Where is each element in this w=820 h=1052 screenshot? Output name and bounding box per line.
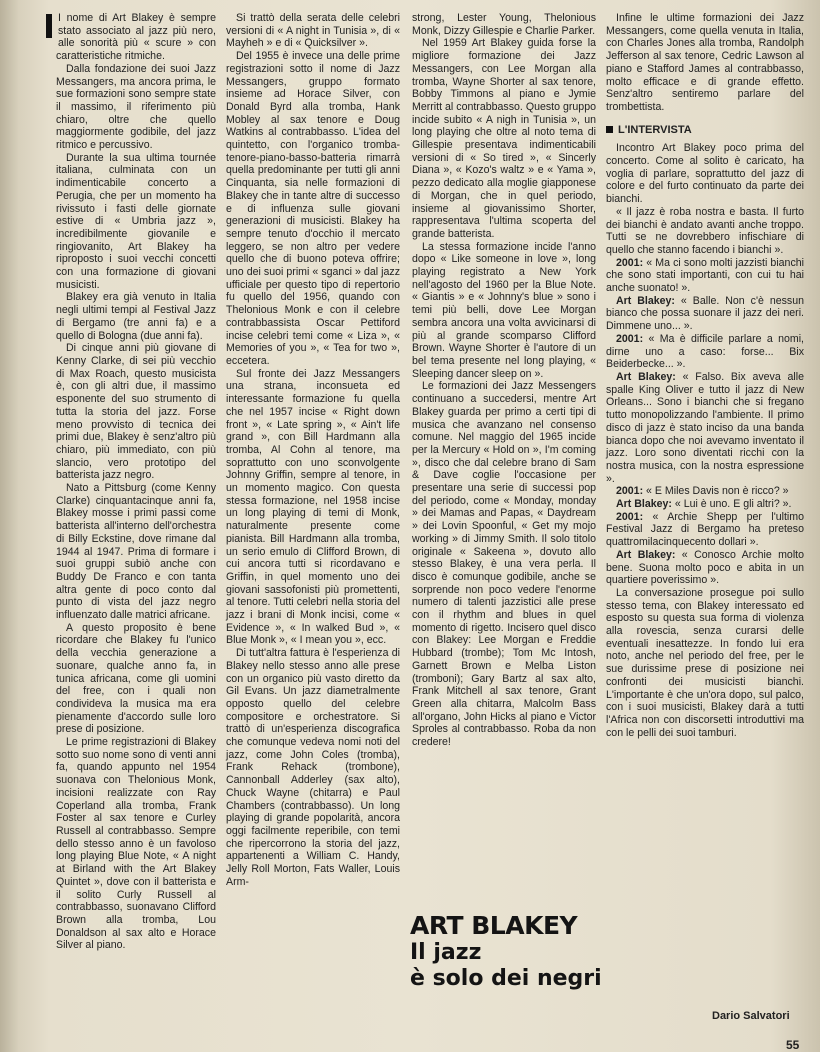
answer-text: « Conosco Archie molto bene. Suona molto poco e abita in un quartiere poverissimo ». (606, 548, 805, 587)
answer-text: « Lui è uno. E gli altri? ». (671, 498, 792, 511)
col4-paragraph-1: Infine le ultime formazioni dei Jazz Messangers, come quella venuta in Italia, con Charles Jones alla tromba, Randolph Jefferson al sax tenore, Cedric Lawson al piano e Stafford James al contrabbasso, molto efficace e di grande effetto. Senz'altro sentiremo parlare del trombettista. (606, 12, 804, 113)
article-column-2 (226, 12, 400, 889)
col1-paragraph-4: Blakey era già venuto in Italia negli ultimi tempi al Festival Jazz di Bergamo (tre anni fa) e a quello di Bologna (due anni fa). (56, 291, 216, 342)
headline-line-3: è solo dei negri (410, 966, 602, 991)
interview-question-3 (606, 485, 804, 498)
col1-paragraph-2: Dalla fondazione dei suoi Jazz Messangers, ma ancora prima, le sue formazioni sono sempre state il massimo, il riferimento più chiaro, oltre che quello maggiormente godibile, del jazz ritmico e percussivo. (56, 62, 216, 152)
article-headline (410, 912, 610, 992)
interview-answer-3 (606, 498, 804, 511)
interview-answer-1 (606, 295, 804, 333)
col2-paragraph-2: Del 1955 è invece una delle prime registrazioni sotto il nome di Jazz Messangers, gruppo formato insieme ad Horace Silver, con Donald Byrd alla tromba, Hank Mobley al sax tenore e Doug Watkins al contrabbasso. L'idea del quintetto, con l'organico tromba-tenore-piano-basso-batteria rimarrà quella predominante per tutti gli anni Cinquanta, sia nelle formazioni di Blakey che in tante altre di successo e di influenza sulle giovani generazioni di musicisti. Blakey ha sempre tenuto d'occhio il mercato leggero, se non altro per vedere quello che di buono poteva offrire; uno dei suoi primi « sganci » dal jazz ufficiale per questo tipo di repertorio fu quello del 1956, quando con Thelonious Monk e con il celebre contrabbassista Oscar Pettiford incise celebri temi come « Liza », « Memories of you », « Tea for two », eccetera. (226, 50, 400, 367)
speaker-label: 2001: (616, 485, 644, 498)
col1-paragraph-6: Nato a Pittsburg (come Kenny Clarke) cinquantacinque anni fa, Blakey mosse i primi passi come batterista all'interno dell'orchestra di Billy Eckstine, dove rimane dal 1944 al 1947. Prima di formare i suoi gruppi subiò anche con Buddy De Franco e con tanta altra gente di poco conto dal punto di vista del jazz negro influenzato dalle matrici africane. (56, 482, 216, 622)
speaker-label: 2001: (616, 510, 644, 523)
interview-section-title: L'INTERVISTA (618, 123, 692, 136)
author-byline: Dario Salvatori (712, 1010, 790, 1022)
question-text: « Ma ci sono molti jazzisti bianchi che sono stati importanti, con cui tu hai anche suonato! ». (606, 256, 804, 295)
answer-text: « Balle. Non c'è nessun bianco che possa suonare il jazz dei neri. Dimmene uno... ». (606, 294, 804, 333)
interview-intro: Incontro Art Blakey poco prima del concerto. Come al solito è caricato, ha voglia di parlare, soprattutto del jazz di colore e del furto continuato da parte dei bianchi. (606, 142, 804, 206)
col1-paragraph-7: A questo proposito è bene ricordare che Blakey fu l'unico della vecchia generazione a suonare, qualche anno fa, in tunica africana, come gli uomini del free, con i quali non condivideva la musica ma era pienamente d'accordo sulle loro prese di posizione. (56, 621, 216, 736)
question-text: « Ma è difficile parlare a nomi, dirne uno a caso: forse... Bix Beiderbecke... ». (606, 332, 804, 371)
speaker-label: 2001: (616, 332, 644, 345)
speaker-label: Art Blakey: (616, 370, 676, 383)
page-number: 55 (786, 1038, 800, 1052)
col1-paragraph-3: Durante la sua ultima tournée italiana, culminata con un indimenticabile concerto a Perugia, che per un momento ha rivissuto i fasti delle giornate estive di « Umbria jazz », incredibilmente giovanile e ringiovanito, Art Blakey ha riproposto i suoi vecchi concetti con una formazione di giovani musicisti. (56, 151, 216, 291)
interview-question-2 (606, 333, 804, 371)
question-text: « E Miles Davis non è ricco? » (643, 485, 789, 498)
col3-paragraph-4: Le formazioni dei Jazz Messengers continuano a succedersi, mentre Art Blakey guarda per primo a certi tipi di musica che avanzano nel consenso comune. Nel maggio del 1965 incide per la Mercury « Hold on », I'm coming », disco che dal celebre brano di Sam & Dave coglie l'occasione per presentare una serie di successi pop del periodo, come « Monday, monday » dei Mamas and Papas, « Daydream » dei Lovin Spoonful, « Get my mojo working » di Jimmy Smith. Il solo titolo originale « Sakeena », dovuto allo stesso Blakey, è una vera perla. Il disco è comunque godibile, anche se sorprende non poco vedere l'enorme numero di talenti jazzistici alle prese con il rhythm and blues in quel momento di rigetto. Incisero quel disco con Blakey: Lee Morgan e Freddie Hubbard (trombe); Tom Mc Intosh, Garnett Brown e Melba Liston (tromboni); Gary Bartz al sax alto, Frank Mitchell al sax tenore, Grant Green alla chitarra, Malcolm Bass all'organo, John Hicks al piano e Victor Sproles al contrabbasso. Roba da non credere! (412, 380, 596, 749)
headline-artist: ART BLAKEY (410, 911, 578, 940)
question-text: « Archie Shepp per l'ultimo Festival Jazz di Bergamo ha preteso quattromilacinquecento dollari ». (606, 510, 804, 549)
interview-section-heading (606, 124, 804, 137)
col1-paragraph-8: Le prime registrazioni di Blakey sotto suo nome sono di venti anni fa, quando appunto nel 1954 suonava con Thelonious Monk, incisioni realizzate con Ray Coperland alla tromba, Frank Foster al sax tenore e Curley Russell al contrabbasso. Sempre dello stesso anno è un favoloso long playing Blue Note, « A night at Birland with the Art Blakey Quintet », dove con il batterista e il solito Curly Russell al contrabbasso, suonavano Clifford Brown alla tromba, Lou Donaldson al sax alto e Horace Silver al piano. (56, 736, 216, 952)
speaker-label: 2001: (616, 256, 644, 269)
col2-paragraph-3: Sul fronte dei Jazz Messangers una strana, inconsueta ed interessante formazione fu quella che nel 1957 incise « Right down front », « Late spring », « Ain't life grand », con Bill Hardmann alla tromba, Al Cohn al tenore, ma soprattutto con uno sconvolgente Johnny Griffin, sempre al tenore, in un momento magico. Con questa stessa formazione, nel 1958 incise un long playing di temi di Monk, naturalmente presente come pianista. Bill Hardmann alla tromba, un serio emulo di Clifford Brown, di cui ancora tutti si ricordavano e Griffin, in quel momento uno dei giovani sassofonisti più promettenti, al tenore. Tutti celebri nella storia del jazz i brani di Monk incisi, come « Evidence », « In walked Bud », « Blue Monk », « I mean you », ecc. (226, 367, 400, 647)
col2-paragraph-4: Di tutt'altra fattura è l'esperienza di Blakey nello stesso anno alle prese con un organico più vasto diretto da Gil Evans. Un jazz diametralmente opposto quello del celebre compositore e orchestratore. Si trattò di un'esperienza discografica che comunque vedeva nomi noti del jazz, come John Coles (tromba), Frank Rehack (trombone), Cannonball Adderley (sax alto), Chuck Wayne (chitarra) e Paul Chambers (contrabbasso). Un long playing di grande popolarità, ancora oggi facilmente reperibile, con temi che ripercorrono la storia del jazz, appartenenti a William C. Handy, Jelly Roll Morton, Fats Waller, Louis Arm- (226, 647, 400, 888)
interview-closing: La conversazione prosegue poi sullo stesso tema, con Blakey interessato ed esposto su questa sua forma di violenza alla rovescia, senza curarsi delle eventuali inesattezze. In fondo lui era noto, anche nel periodo del free, per le sue durissime prese di posizione nei confronti dei musicisti bianchi. L'importante è che un'ora dopo, sul palco, con i suoi musicisti, Blakey darà a tutti l'Africa non con discorsetti introduttivi ma con le pelli dei suoi tamburi. (606, 586, 804, 739)
col3-paragraph-3: La stessa formazione incide l'anno dopo « Like someone in love », long playing registrato a New York nell'agosto del 1960 per la Blue Note. « Giantis » e « Johnny's blue » sono i temi più belli, dove Lee Morgan sembra ancora una volta avvicinarsi di più al grande scomparso Clifford Brown. Wayne Shorter è l'autore di un bel tema presente nel long playing, « Sleeping dancer sleep on ». (412, 240, 596, 380)
headline-line-2: Il jazz (410, 940, 482, 965)
drop-cap-bar (46, 14, 52, 38)
col3-paragraph-2: Nel 1959 Art Blakey guida forse la migliore formazione dei Jazz Messangers, con Lee Morgan alla tromba, Wayne Shorter al sax tenore, Bobby Timmons al piano e Jymie Merritt al contrabbasso. Questo gruppo incide subito « A nigh in Tunisia », un long playing che oltre al noto tema di Gillespie presentava indimenticabili versioni di « So tired », « Sincerly Diana », « Kozo's waltz » e « Yama », pezzo dedicato alla moglie giapponese di Morgan, che in quel periodo, insieme al giovanissimo Shorter, rappresentava l'ultima scoperta del grande batterista. (412, 37, 596, 240)
speaker-label: Art Blakey: (616, 294, 675, 307)
interview-quote: « Il jazz è roba nostra e basta. Il furto dei bianchi è andato avanti anche troppo. Tutti se ne dovrebbero infischiare di quello che stanno facendo i bianchi ». (606, 205, 804, 256)
interview-question-1 (606, 257, 804, 295)
speaker-label: Art Blakey: (616, 548, 676, 561)
interview-question-4 (606, 511, 804, 549)
interview-answer-4 (606, 549, 804, 587)
col3-paragraph-1: strong, Lester Young, Thelonious Monk, Dizzy Gillespie e Charlie Parker. (412, 12, 596, 37)
article-column-4 (606, 12, 804, 739)
interview-answer-2 (606, 371, 804, 485)
col2-paragraph-1: Si trattò della serata delle celebri versioni di « A night in Tunisia », di « Mayheh » e di « Quicksilver ». (226, 12, 400, 50)
col1-paragraph-1: I nome di Art Blakey è sempre stato associato al jazz più nero, alle sonorità più « scure » con caratteristiche ritmiche. (56, 12, 216, 63)
speaker-label: Art Blakey: (616, 498, 672, 511)
article-column-1 (56, 12, 216, 952)
square-bullet-icon (606, 126, 613, 133)
article-column-3 (412, 12, 596, 749)
col1-paragraph-5: Di cinque anni più giovane di Kenny Clarke, di sei più vecchio di Max Roach, questo musicista è, con gli altri due, il massimo esponente del suo strumento di tutta la storia del jazz. Forse meno provvisto di tecnica dei primi due, Blakey è senz'altro più chiaro, più immediato, con più slancio, vero prototipo del batterista jazz negro. (56, 342, 216, 482)
answer-text: « Falso. Bix aveva alle spalle King Oliver e tutto il jazz di New Orleans... Sono i bianchi che si fregano tutto monopolizzando l'ambiente. Il primo disco di jazz è stato inciso da una banda bianca dopo che noi avevamo inventato il jazz. Loro sono diventati ricchi con la nostra musica, con la nostra espressione ». (606, 370, 805, 485)
page-fold-shadow (0, 0, 18, 1052)
